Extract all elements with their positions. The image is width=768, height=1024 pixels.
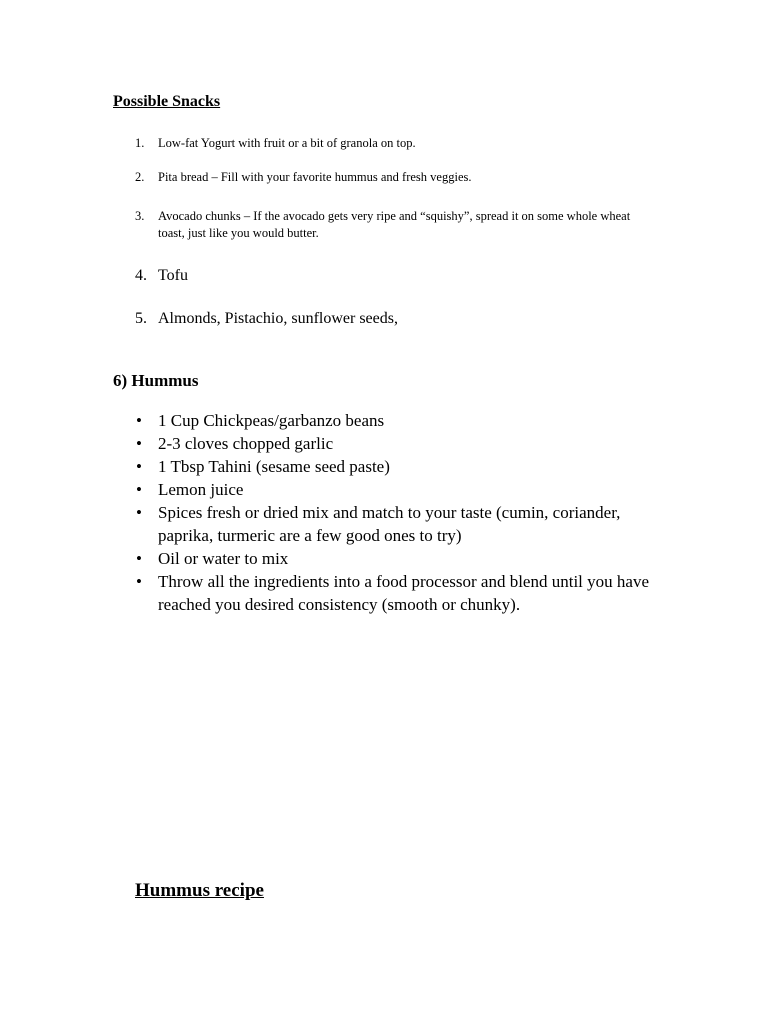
item-number: 3. (135, 209, 145, 223)
list-item-text: Spices fresh or dried mix and match to your taste (cumin, coriander, paprika, turmeric are a few good ones to try) (158, 503, 621, 545)
item-text: Almonds, Pistachio, sunflower seeds, (158, 310, 398, 327)
list-item-text: Throw all the ingredients into a food processor and blend until you have reached you desired consistency (smooth or chunky). (158, 572, 649, 614)
bullet-icon: • (136, 572, 142, 591)
item-text: Avocado chunks – If the avocado gets very ripe and “squishy”, spread it on some whole wheat toast, just like you would butter. (158, 209, 631, 240)
list-item (135, 547, 655, 570)
bullet-icon: • (136, 411, 142, 430)
list-item-text: 2-3 cloves chopped garlic (158, 434, 334, 453)
item-text: Tofu (158, 267, 188, 284)
bullet-icon: • (136, 480, 142, 499)
item-number: 4. (135, 267, 147, 284)
item-text: Low-fat Yogurt with fruit or a bit of granola on top. (158, 136, 416, 150)
list-item (135, 432, 655, 455)
possible-snacks-heading: Possible Snacks (113, 93, 221, 110)
bullet-icon: • (136, 457, 142, 476)
list-item-text: Lemon juice (158, 480, 244, 499)
item-number: 2. (135, 170, 145, 184)
list-item (135, 455, 655, 478)
list-item-text: 1 Cup Chickpeas/garbanzo beans (158, 411, 385, 430)
hummus-heading: 6) Hummus (113, 371, 199, 390)
bullet-icon: • (136, 503, 142, 522)
list-item-text: Oil or water to mix (158, 549, 289, 568)
list-item (135, 570, 655, 616)
hummus-ingredient-list (135, 409, 655, 616)
bullet-icon: • (136, 549, 142, 568)
bullet-icon: • (136, 434, 142, 453)
list-item (135, 409, 655, 432)
list-item (135, 478, 655, 501)
item-number: 1. (135, 136, 145, 150)
item-text: Pita bread – Fill with your favorite hummus and fresh veggies. (158, 170, 472, 184)
item-number: 5. (135, 310, 147, 327)
hummus-recipe-heading: Hummus recipe (135, 880, 264, 901)
list-item-text: 1 Tbsp Tahini (sesame seed paste) (158, 457, 390, 476)
list-item (135, 501, 655, 547)
